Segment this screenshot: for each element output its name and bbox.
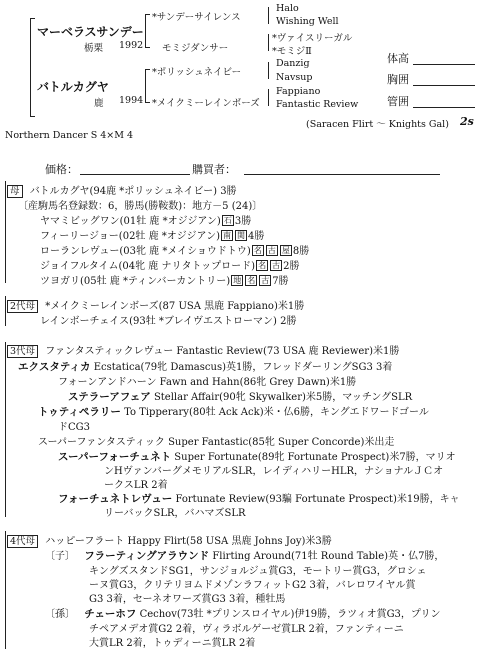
- bracket-line: [145, 14, 150, 15]
- section-bar: [5, 296, 6, 326]
- dam-title: バトルカグヤ(94鹿 *ポリッシュネイビー) 3勝: [29, 186, 237, 197]
- super-fortunate-record-3: ークスLR 2着: [104, 480, 168, 491]
- fortunate-review-name: フォーチュネトレヴュー: [58, 493, 173, 505]
- dam-registration: 〔産駒馬名登録数：6，勝馬(勝鞍数)：地方－5 (24)〕: [18, 201, 263, 212]
- gen2-section: [7, 297, 304, 313]
- foal-wins: 3勝: [234, 216, 252, 227]
- flirting-around-record-4: G3 3着，セーネオワーズ賞G3 3着，種牡馬: [89, 594, 286, 605]
- buyer-field[interactable]: [244, 174, 440, 175]
- sire-year: 1992: [119, 40, 144, 51]
- cechov-record-2: チペアメデオ賞G2 2着，ヴィラボルゲーゼ賞LR 2着，ファンティーニ: [89, 624, 404, 635]
- flirting-around-record-2: キングズスタンドSG1，サンジョルジュ賞G3，モートリー賞G3，グロシェ: [89, 566, 427, 577]
- tipperary-record-2: ドCG3: [58, 422, 91, 433]
- bracket-line: [30, 116, 35, 117]
- gen3-section: [7, 342, 399, 358]
- super-fortunate-record: Super Fortunate(89牝 Fortunate Prospect)米7勝，マリオ: [174, 452, 456, 463]
- gen3-6: Navsup: [276, 72, 313, 83]
- height-label: 体高: [387, 52, 409, 65]
- dam-color: 鹿: [94, 98, 104, 109]
- bracket-line: [145, 69, 146, 103]
- buyer-label: 購買者：: [192, 163, 236, 176]
- family-note: (Saracen Flirt ～ Knights Gal): [306, 119, 449, 130]
- gen3-8: Fantastic Review: [276, 99, 359, 110]
- gen3-tag: 3代母: [7, 345, 38, 358]
- foal-row: [40, 257, 299, 272]
- tipperary-name: トゥティペラリー: [38, 406, 121, 418]
- gen2-dam-dam: *メイクミーレインボーズ: [152, 98, 260, 109]
- super-fortunate-record-2: ンHヴァンバーグメモリアルSLR，レイディハリーHLR，ナショナルＪＣオ: [104, 466, 444, 477]
- region-badge: 名: [258, 261, 267, 270]
- foal-info: フィーリージョー(02牡 鹿 *オジジアン): [40, 231, 221, 242]
- tipperary-record: To Tipperary(80牡 Ack Ack)米・仏6勝，キングエドワードゴール: [124, 407, 429, 418]
- girth-field[interactable]: [413, 85, 475, 86]
- cannon-label: 管囲: [387, 95, 409, 108]
- foal-info: ツヨガリ(05牡 鹿 *ティンバーカントリー): [40, 276, 231, 287]
- foal-info: ローランレヴュー(03牝 鹿 *メイショウドトウ): [40, 246, 251, 257]
- height-field[interactable]: [413, 64, 475, 65]
- bracket-line: [145, 102, 150, 103]
- bracket-line: [268, 7, 269, 24]
- cannon-field[interactable]: [413, 107, 475, 108]
- bracket-line: [30, 18, 35, 19]
- gen3-4: *モミジⅡ: [272, 46, 312, 57]
- foal-wins: 7勝: [272, 276, 289, 287]
- gen2-sire-dam: モミジダンサー: [162, 43, 229, 54]
- gen2-sire-sire: *サンデーサイレンス: [152, 12, 241, 23]
- bracket-line: [145, 69, 150, 70]
- flirting-around-name: フラーティングアラウンド: [84, 550, 210, 562]
- stellar-name: ステラーアフェア: [68, 391, 151, 403]
- price-label: 価格：: [45, 163, 78, 176]
- child-tag: 〔子〕: [45, 551, 75, 562]
- section-bar: [5, 531, 6, 649]
- foal-wins: 2勝: [283, 261, 300, 272]
- region-badge: 屋: [281, 246, 290, 255]
- dam-name: バトルカグヤ: [37, 80, 109, 94]
- foal-info: ジョイフルタイム(04牝 鹿 ナリタトップロード): [40, 261, 256, 272]
- gen2-tag: 2代母: [7, 300, 38, 313]
- gen2-line1: *メイクミーレインボーズ(87 USA 黒鹿 Fappiano)米1勝: [45, 301, 305, 312]
- price-field[interactable]: [80, 174, 190, 175]
- region-badge: 南: [223, 231, 232, 240]
- ecstatica-name: エクスタティカ: [18, 361, 91, 373]
- section-bar: [5, 342, 6, 517]
- fawn-line: フォーンアンドハーン Fawn and Hahn(86牝 Grey Dawn)米1勝: [58, 377, 357, 388]
- foal-wins: 4勝: [248, 231, 265, 242]
- bracket-line: [268, 89, 269, 106]
- gen3-line1: ファンタスティックレヴュー Fantastic Review(73 USA 鹿 Reviewer)米1勝: [45, 346, 400, 357]
- region-badge: 名: [247, 276, 256, 285]
- bracket-line: [145, 14, 146, 48]
- super-fantastic-line: スーパーファンタスティック Super Fantastic(85牝 Super Concorde)米出走: [38, 437, 395, 448]
- bracket-line: [268, 34, 269, 51]
- foal-row: [40, 227, 264, 242]
- gen4-tag: 4代母: [7, 535, 38, 548]
- foal-wins: 8勝: [292, 246, 310, 257]
- gen2-dam-sire: *ポリッシュネイビー: [152, 67, 242, 78]
- dam-section: [7, 182, 237, 198]
- dam-year: 1994: [119, 95, 144, 106]
- ecstatica-record: Ecstatica(79牝 Damascus)英1勝，フレッドダーリングSG3 3着: [93, 362, 393, 373]
- cechov-name: チェーホフ: [84, 608, 137, 620]
- gen3-2: Wishing Well: [276, 16, 339, 27]
- section-bar: [5, 181, 6, 283]
- region-badge: 古: [261, 276, 270, 285]
- gen4-line1: ハッピーフラート Happy Flirt(58 USA 黒鹿 Johns Joy)米3勝: [45, 536, 332, 547]
- foal-row: [40, 242, 309, 257]
- grandchild-tag: 〔孫〕: [45, 609, 75, 620]
- region-badge: 古: [272, 261, 281, 270]
- inbreeding: Northern Dancer S 4×M 4: [5, 130, 134, 141]
- sire-color: 栃栗: [84, 43, 104, 54]
- super-fortunate-name: スーパーフォーチュネト: [58, 451, 172, 463]
- foal-row: [40, 272, 289, 287]
- bracket-line: [30, 18, 31, 116]
- region-badge: 古: [267, 246, 276, 255]
- dam-tag: 母: [7, 185, 23, 198]
- foal-info: ヤマミビッグワン(01牡 鹿 *オジジアン): [40, 216, 221, 227]
- gen3-5: Danzig: [276, 58, 310, 69]
- bracket-line: [268, 62, 269, 79]
- stellar-record: Stellar Affair(90牝 Skywalker)米5勝，マッチングSLR: [153, 392, 413, 403]
- foal-row: [40, 212, 251, 227]
- region-badge: 石: [223, 216, 232, 225]
- family-number: 2s: [460, 115, 474, 128]
- sire-name: マーベラスサンデー: [37, 25, 144, 39]
- fortunate-review-record: Fortunate Review(93騙 Fortunate Prospect)米19勝，キャ: [175, 494, 460, 505]
- gen2-line2: レインボーチェイス(93牡 *ブレイヴエストローマン) 2勝: [40, 316, 297, 327]
- bracket-line: [145, 47, 150, 48]
- gen4-section: [7, 532, 332, 548]
- cechov-record: Cechov(73牡 *プリンスロイヤル)伊19勝，ラツィオ賞G3，プリン: [139, 609, 441, 620]
- gen3-3: *ヴァイスリーガル: [272, 33, 353, 44]
- flirting-around-record: Flirting Around(71牡 Round Table)英・仏7勝，: [212, 551, 445, 562]
- gen3-7: Fappiano: [276, 86, 321, 97]
- cechov-record-3: 大賞LR 2着，トゥディーニ賞LR 2着: [89, 638, 256, 649]
- region-badge: 名: [253, 246, 262, 255]
- girth-label: 胸囲: [387, 73, 409, 86]
- gen3-1: Halo: [276, 3, 299, 14]
- region-badge: 関: [237, 231, 246, 240]
- region-badge: 地: [233, 276, 242, 285]
- flirting-around-record-3: ーヌ賞G3，クリテリヨムドメゾンラフィットG2 3着，バレロワイヤル賞: [89, 580, 416, 591]
- fortunate-review-record-2: リーバックSLR，バハマズSLR: [104, 508, 246, 519]
